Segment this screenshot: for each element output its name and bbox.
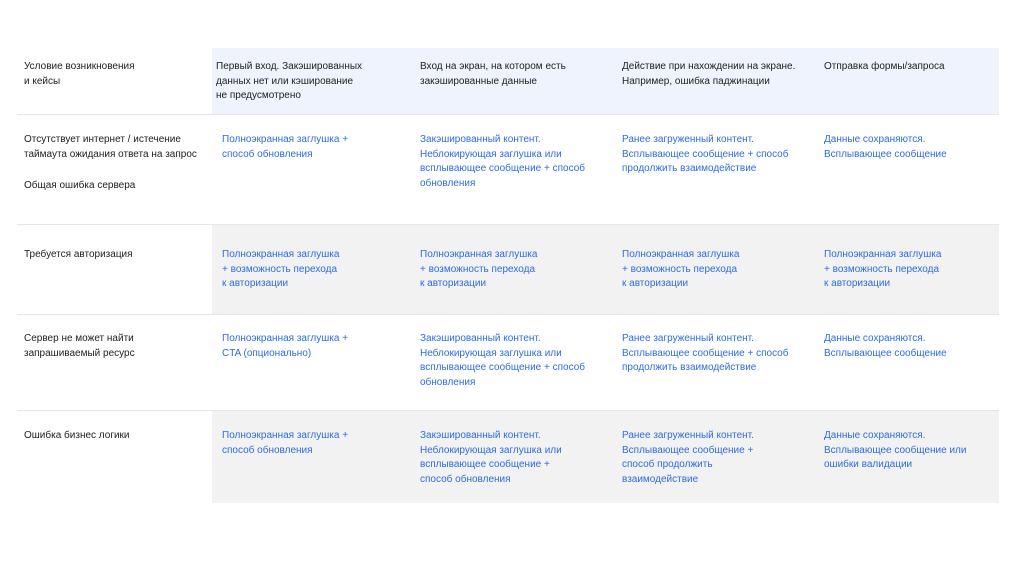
row-cell-form-submit: Данные сохраняются. Всплывающее сообщение: [824, 134, 947, 160]
row-cell-form-submit: Полноэкранная заглушка + возможность перехода к авторизации: [824, 249, 942, 289]
case-label: Отсутствует интернет / истечение таймаута ожидания ответа на запрос: [24, 134, 197, 160]
header-cell-first-entry: Первый вход. Закэшированных данных нет или кэширование не предусмотрено: [216, 61, 363, 101]
row-cell-first-entry: Полноэкранная заглушка + способ обновления: [222, 430, 349, 456]
header-cell-form-submit: Отправка формы/запроса: [824, 61, 945, 72]
row-case-cell: [17, 115, 212, 224]
header-cell-screen-action: Действие при нахождении на экране. Например, ошибка паджинации: [622, 61, 796, 87]
row-cell-screen-action: Полноэкранная заглушка + возможность перехода к авторизации: [622, 249, 740, 289]
row-cell-first-entry: Полноэкранная заглушка + возможность перехода к авторизации: [222, 249, 340, 289]
row-case-cell: Ошибка бизнес логики: [24, 430, 130, 441]
row-cell-cached-entry: Закэшированный контент. Неблокирующая заглушка или всплывающее сообщение + способ обновления: [420, 333, 585, 388]
table-row: [17, 114, 999, 224]
row-cell-first-entry: Полноэкранная заглушка + CTA (опционально): [222, 333, 349, 359]
row-cell-first-entry: Полноэкранная заглушка + способ обновления: [222, 134, 349, 160]
row-cell-cached-entry: Закэшированный контент. Неблокирующая заглушка или всплывающее сообщение + способ обновления: [420, 430, 562, 485]
row-cell-form-submit: Данные сохраняются. Всплывающее сообщение или ошибки валидации: [824, 430, 967, 470]
row-cell-screen-action: Ранее загруженный контент. Всплывающее сообщение + способ продолжить взаимодействие: [622, 134, 789, 174]
row-cell-screen-action: Ранее загруженный контент. Всплывающее сообщение + способ продолжить взаимодействие: [622, 430, 754, 485]
row-cell-cached-entry: Закэшированный контент. Неблокирующая заглушка или всплывающее сообщение + способ обновления: [420, 134, 585, 189]
table-row: [17, 314, 999, 410]
case-extra-label: Общая ошибка сервера: [24, 180, 136, 191]
header-cell-case: Условие возникновения и кейсы: [24, 61, 135, 87]
table-header-row: [17, 48, 999, 114]
table-row: [17, 410, 999, 503]
row-case-cell: Сервер не может найти запрашиваемый ресурс: [24, 333, 135, 359]
row-cell-cached-entry: Полноэкранная заглушка + возможность перехода к авторизации: [420, 249, 538, 289]
table-row: [17, 224, 999, 314]
row-case-cell: Требуется авторизация: [24, 249, 133, 260]
row-cell-screen-action: Ранее загруженный контент. Всплывающее сообщение + способ продолжить взаимодействие: [622, 333, 789, 373]
header-cell-cached-entry: Вход на экран, на котором есть закэшированные данные: [420, 61, 566, 87]
error-handling-table: [17, 48, 999, 503]
row-cell-form-submit: Данные сохраняются. Всплывающее сообщение: [824, 333, 947, 359]
